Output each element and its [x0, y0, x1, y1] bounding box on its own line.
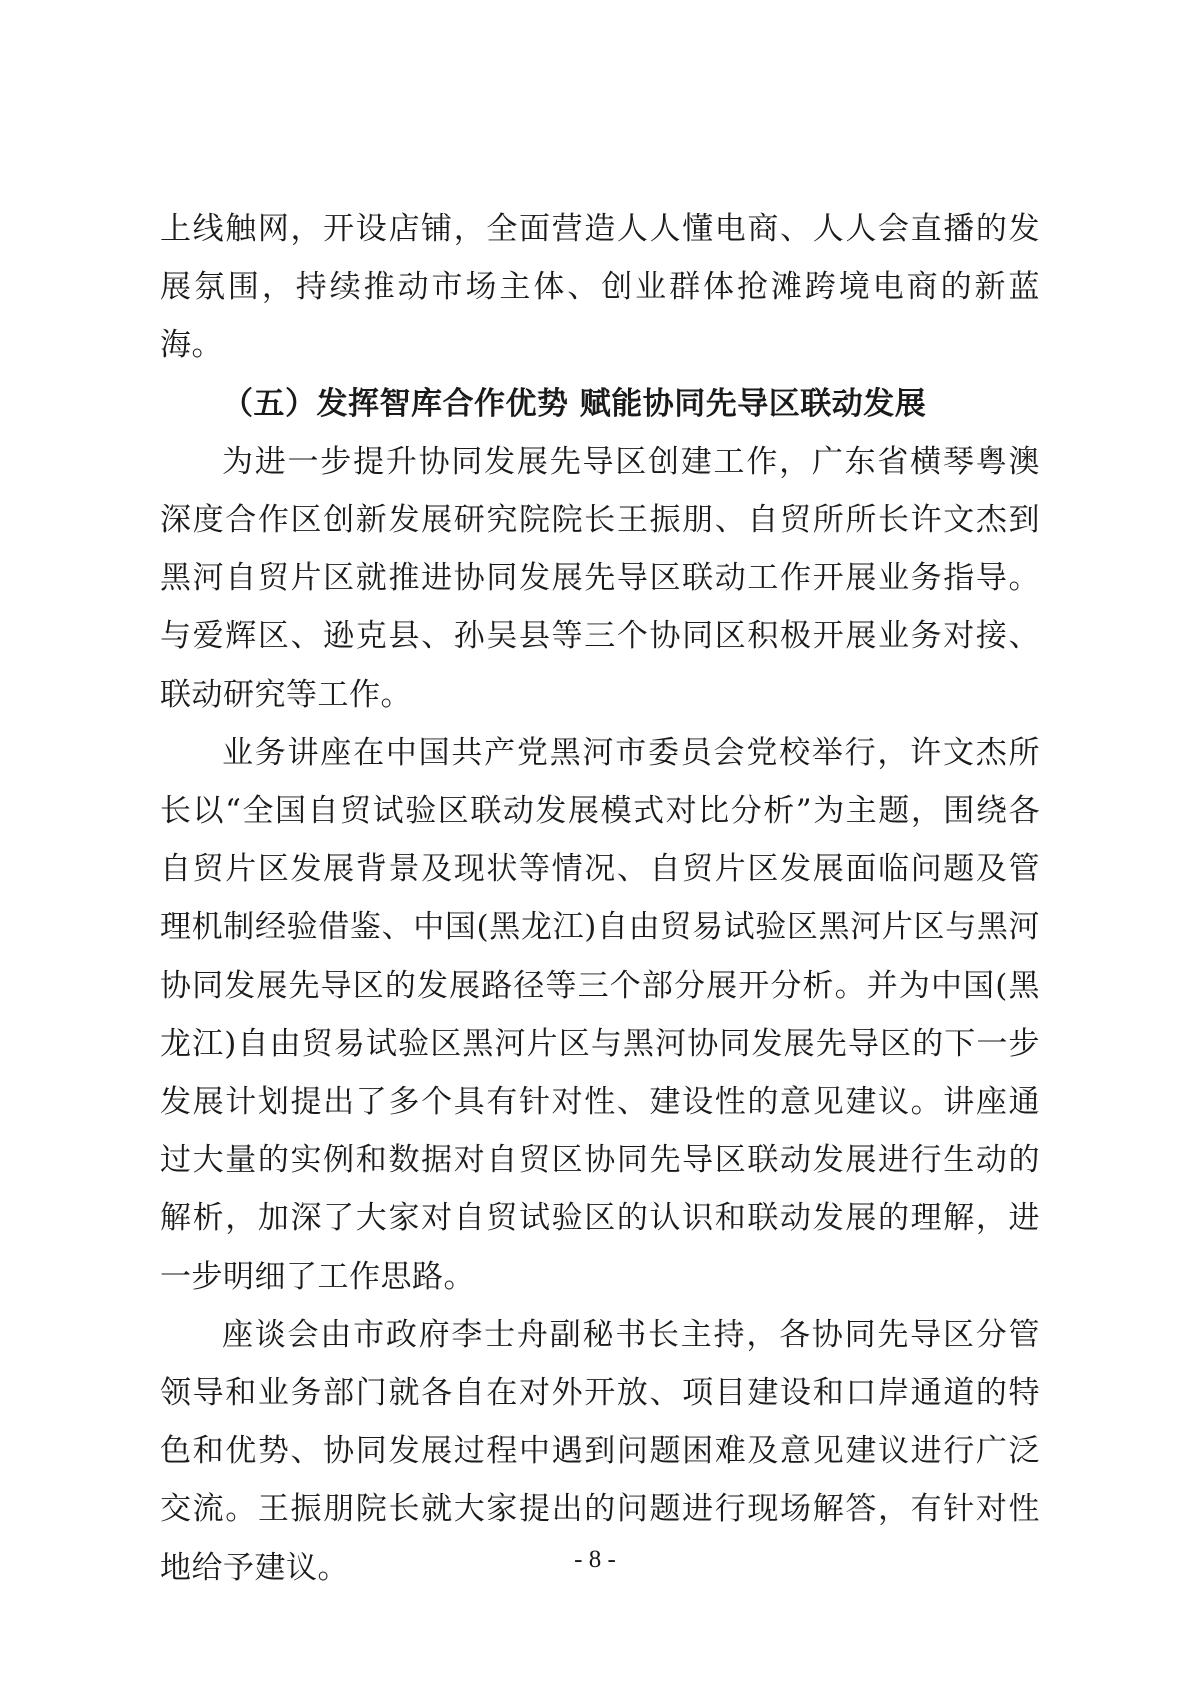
paragraph-lecture: 业务讲座在中国共产党黑河市委员会党校举行，许文杰所长以“全国自贸试验区联动发展模式对比分析”为主题，围绕各自贸片区发展背景及现状等情况、自贸片区发展面临问题及管理机制经验借鉴、中国(黑龙江)自由贸易试验区黑河片区与黑河协同发展先导区的发展路径等三个部分展开分析。并为中国(黑龙江)自由贸易试验区黑河片区与黑河协同发展先导区的下一步发展计划提出了多个具有针对性、建设性的意见建议。讲座通过大量的实例和数据对自贸区协同先导区联动发展进行生动的解析，加深了大家对自贸试验区的认识和联动发展的理解，进一步明细了工作思路。 [160, 734, 1040, 1295]
document-body [160, 200, 1040, 1597]
section-heading: （五）发挥智库合作优势 赋能协同先导区联动发展 [222, 385, 927, 422]
paragraph-continuation: 上线触网，开设店铺，全面营造人人懂电商、人人会直播的发展氛围，持续推动市场主体、创业群体抢滩跨境电商的新蓝海。 [160, 211, 1040, 364]
paragraph-symposium: 座谈会由市政府李士舟副秘书长主持，各协同先导区分管领导和业务部门就各自在对外开放、项目建设和口岸通道的特色和优势、协同发展过程中遇到问题困难及意见建议进行广泛交流。王振朋院长就大家提出的问题进行现场解答，有针对性地给予建议。 [160, 1316, 1040, 1586]
paragraph-intro: 为进一步提升协同发展先导区创建工作，广东省横琴粤澳深度合作区创新发展研究院院长王振朋、自贸所所长许文杰到黑河自贸片区就推进协同发展先导区联动工作开展业务指导。与爱辉区、逊克县、孙吴县等三个协同区积极开展业务对接、联动研究等工作。 [160, 443, 1040, 713]
page-number: - 8 - [574, 1546, 616, 1573]
